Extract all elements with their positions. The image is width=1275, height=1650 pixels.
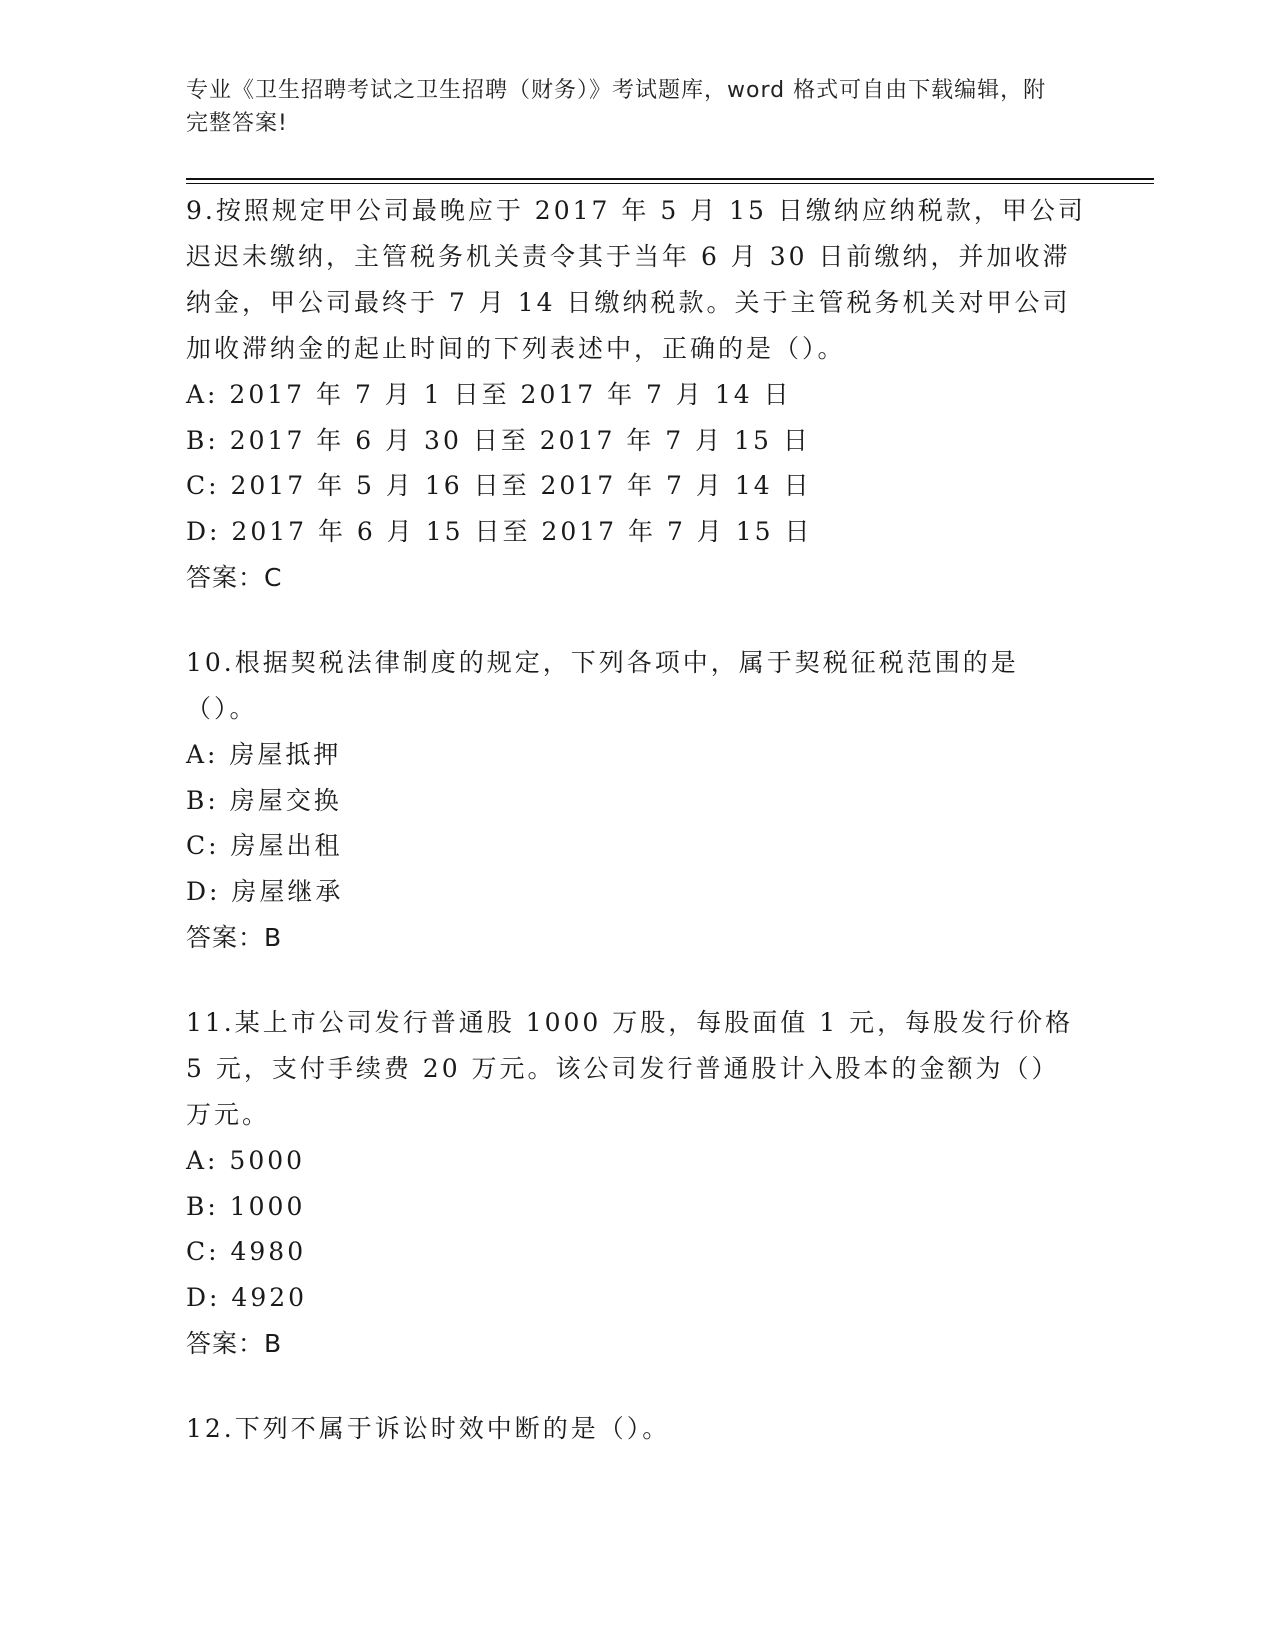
option-c: C: 房屋出租 <box>186 831 343 860</box>
question-stem: 10.根据契税法律制度的规定，下列各项中，属于契税征税范围的是（）。 <box>186 648 1019 723</box>
question-stem: 12.下列不属于诉讼时效中断的是（）。 <box>186 1414 671 1443</box>
question-9 <box>186 188 1086 602</box>
header-divider-thick <box>186 178 1154 180</box>
option-a: A: 房屋抵押 <box>186 740 342 769</box>
option-a: A: 5000 <box>186 1146 306 1175</box>
question-12 <box>186 1406 1086 1452</box>
question-stem: 11.某上市公司发行普通股 1000 万股，每股面值 1 元，每股发行价格 5 元，支付手续费 20 万元。该公司发行普通股计入股本的金额为（）万元。 <box>186 1008 1074 1129</box>
option-b: B: 房屋交换 <box>186 785 342 815</box>
document-header: 专业《卫生招聘考试之卫生招聘（财务）》考试题库，word 格式可自由下载编辑，附完整答案! <box>186 78 1047 136</box>
option-list <box>186 372 1086 554</box>
question-list <box>186 188 1086 1490</box>
option-a: A: 2017 年 7 月 1 日至 2017 年 7 月 14 日 <box>186 380 792 409</box>
header-divider-thin <box>186 183 1154 184</box>
question-11 <box>186 1000 1086 1368</box>
question-10 <box>186 640 1086 962</box>
answer-label: 答案：C <box>186 563 283 592</box>
answer-label: 答案：B <box>186 1329 283 1358</box>
option-b: B: 2017 年 6 月 30 日至 2017 年 7 月 15 日 <box>186 425 811 455</box>
answer-label: 答案：B <box>186 923 283 952</box>
question-stem: 9.按照规定甲公司最晚应于 2017 年 5 月 15 日缴纳应纳税款，甲公司迟迟未缴纳，主管税务机关责令其于当年 6 月 30 日前缴纳，并加收滞纳金，甲公司最终于 7 月 14 日缴纳税款。关于主管税务机关对甲公司加收滞纳金的起止时间的下列表述中，正确的是（）。 <box>186 196 1086 363</box>
option-c: C: 4980 <box>186 1237 307 1266</box>
option-d: D: 房屋继承 <box>186 876 344 906</box>
option-d: D: 2017 年 6 月 15 日至 2017 年 7 月 15 日 <box>186 516 813 546</box>
option-d: D: 4920 <box>186 1282 308 1312</box>
option-list <box>186 1138 1086 1320</box>
option-b: B: 1000 <box>186 1191 306 1221</box>
option-c: C: 2017 年 5 月 16 日至 2017 年 7 月 14 日 <box>186 471 812 500</box>
option-list <box>186 732 1086 914</box>
